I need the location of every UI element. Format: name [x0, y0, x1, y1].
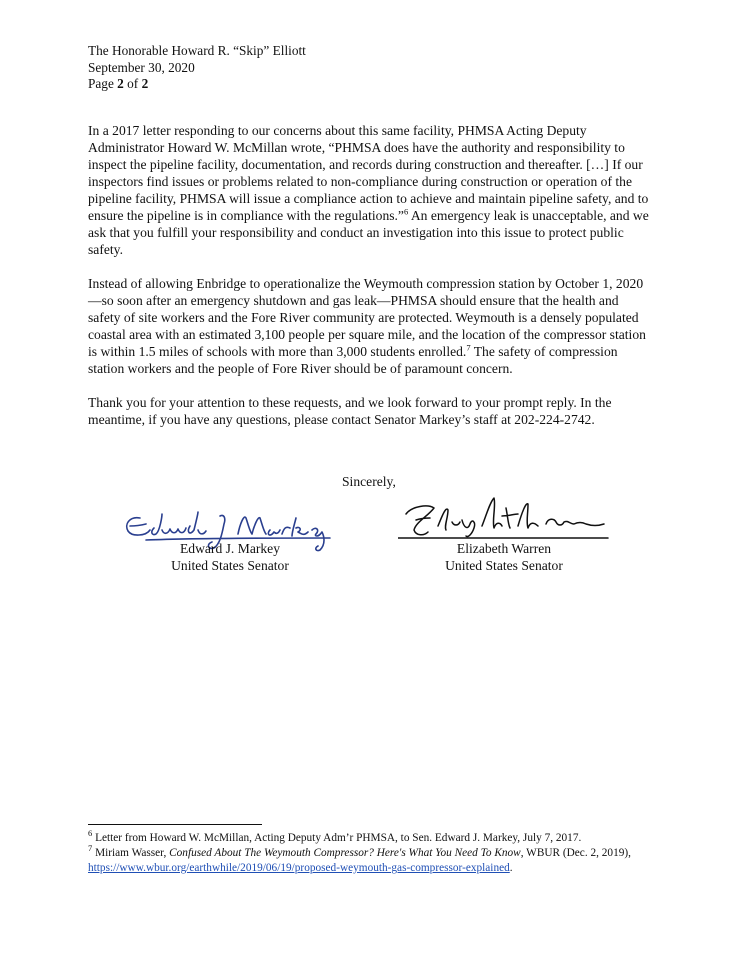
- footnote-7-link[interactable]: https://www.wbur.org/earthwhile/2019/06/19/proposed-weymouth-gas-compressor-explained: [88, 862, 510, 874]
- footnote-6-number: 6: [88, 828, 93, 839]
- warren-signature-image: [398, 492, 610, 544]
- recipient-line: The Honorable Howard R. “Skip” Elliott: [88, 43, 306, 58]
- signatory-name: Elizabeth Warren: [456, 541, 552, 556]
- footnote-7-end: .: [509, 862, 513, 874]
- footnote-7: [88, 843, 658, 876]
- footnote-6: [88, 828, 658, 846]
- footnote-ref-7[interactable]: 7: [466, 342, 471, 353]
- paragraph-1-tail: An emergency leak is unacceptable, and we ask that you fulfill your responsibility and conduct an investigation into this issue to protect public safety.: [88, 208, 649, 257]
- paragraph-2: [88, 275, 654, 377]
- signatory-title: United States Senator: [171, 558, 289, 573]
- letter-header: [88, 43, 306, 93]
- page-current: 2: [117, 76, 124, 91]
- signatory-name: Edward J. Markey: [179, 541, 281, 556]
- closing-salutation: Sincerely,: [342, 474, 396, 489]
- paragraph-3: Thank you for your attention to these requests, and we look forward to your prompt reply. In the meantime, if you have any questions, please contact Senator Markey’s staff at 202-224-2742.: [88, 395, 612, 427]
- warren-signature-block: [398, 540, 610, 574]
- signatory-title: United States Senator: [445, 558, 563, 573]
- footnote-7-publication: , WBUR (Dec. 2, 2019),: [520, 847, 631, 859]
- letter-body: [88, 122, 654, 445]
- footnote-divider: [88, 824, 262, 825]
- footnote-ref-6[interactable]: 6: [403, 206, 409, 217]
- footnote-7-number: 7: [88, 843, 93, 854]
- paragraph-2-tail: The safety of compression station workers and the people of Fore River should be of paramount concern.: [88, 344, 618, 376]
- page-number-line: [88, 76, 306, 93]
- page-separator: of: [123, 76, 142, 91]
- footnote-7-author: Miriam Wasser,: [92, 847, 170, 859]
- paragraph-1: [88, 122, 654, 258]
- date-line: September 30, 2020: [88, 59, 195, 75]
- footnotes: [88, 828, 658, 876]
- paragraph-1-text: In a 2017 letter responding to our concerns about this same facility, PHMSA Acting Deputy Administrator Howard W. McMillan wrote, “PHMSA does have the authority and responsibility to inspect the pipeline facility, documentation, and records during construction and thereafter. […] If our inspectors find issues or problems related to non-compliance during construction or operation of the pipeline facility, PHMSA will issue a compliance action to achieve and maintain pipeline safety, and to ensure the pipeline is in compliance with the regulations.”: [88, 123, 649, 223]
- markey-signature-block: [120, 540, 340, 574]
- paragraph-2-text: Instead of allowing Enbridge to operationalize the Weymouth compression station by October 1, 2020—so soon after an emergency shutdown and gas leak—PHMSA should ensure that the health and safety of site workers and the Fore River community are protected. Weymouth is a densely populated coastal area with an estimated 3,100 people per square mile, and the location of the compressor station is within 1.5 miles of schools with more than 3,000 students enrolled.: [88, 276, 646, 359]
- page-total: 2: [141, 76, 149, 91]
- footnote-6-text: Letter from Howard W. McMillan, Acting Deputy Adm’r PHMSA, to Sen. Edward J. Markey, July 7, 2017.: [92, 832, 582, 844]
- page-prefix: Page: [88, 76, 118, 91]
- footnote-7-title: Confused About The Weymouth Compressor? Here's What You Need To Know: [169, 847, 521, 859]
